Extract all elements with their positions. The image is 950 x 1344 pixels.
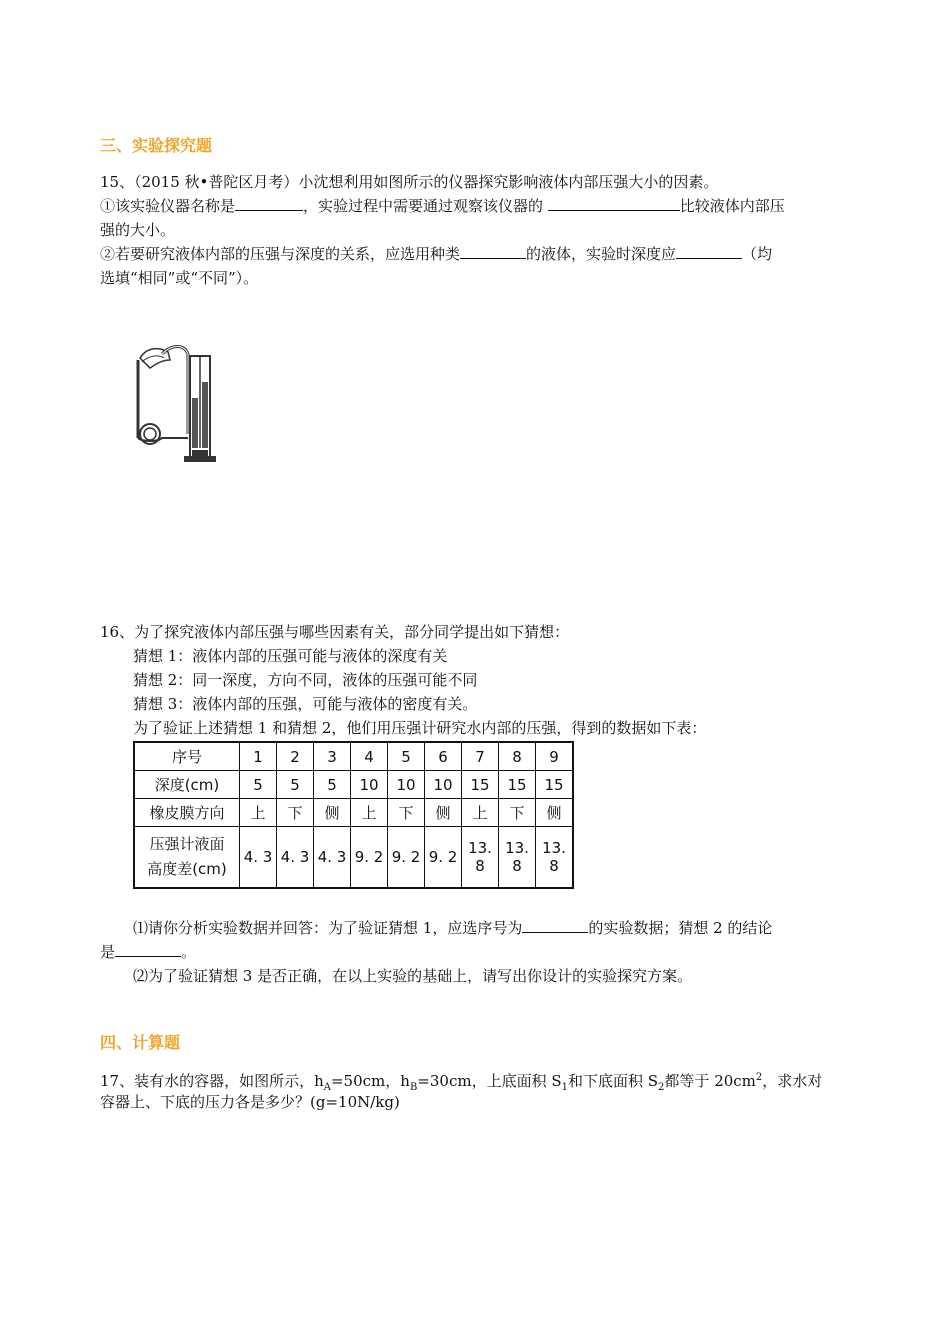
cell: 2 [277,742,314,771]
cell: 侧 [536,799,574,827]
cell: 6 [425,742,462,771]
q15-line1: 15、（2015 秋•普陀区月考）小沈想利用如图所示的仪器探究影响液体内部压强大小的因素。 [100,173,719,191]
cell: 上 [351,799,388,827]
cell: 下 [277,799,314,827]
header-height-diff: 压强计液面 高度差(cm) [134,827,240,889]
q16-guess2: 猜想 2：同一深度，方向不同，液体的压强可能不同 [133,671,478,689]
q15-line4: ②若要研究液体内部的压强与深度的关系，应选用种类 的液体，实验时深度应 （均 [100,242,772,266]
table-row [134,799,573,827]
cell: 9. 2 [425,827,462,889]
q16-verify: 为了验证上述猜想 1 和猜想 2，他们用压强计研究水内部的压强，得到的数据如下表： [133,719,707,737]
q16-guess3: 猜想 3：液体内部的压强，可能与液体的密度有关。 [133,695,478,713]
cell: 5 [388,742,425,771]
answer-blank [115,940,181,957]
cell: 10 [425,771,462,799]
cell: 9. 2 [388,827,425,889]
cell: 10 [388,771,425,799]
q16-part1-cont: 是 。 [100,940,196,964]
cell: 下 [499,799,536,827]
cell: 15 [499,771,536,799]
cell: 13. 8 [462,827,499,889]
cell: 10 [351,771,388,799]
cell: 4. 3 [240,827,277,889]
q16-intro: 16、为了探究液体内部压强与哪些因素有关，部分同学提出如下猜想： [100,623,570,641]
cell: 5 [240,771,277,799]
header-seq: 序号 [134,742,240,771]
cell: 13. 8 [536,827,574,889]
q17-line2: 容器上、下底的压力各是多少？(g=10N/kg) [100,1093,400,1111]
q17-line1: 17、装有水的容器，如图所示，$h_A=50cm$，$h_B=30cm$，上底面积 $S_1$和下底面积 $S_2$都等于 $20cm^2$，求水对 [100,1072,823,1093]
cell: 7 [462,742,499,771]
q16-part1: ⑴请你分析实验数据并回答：为了验证猜想 1，应选序号为 的实验数据；猜想 2 的结论 [133,916,772,940]
cell: 13. 8 [499,827,536,889]
cell: 9 [536,742,574,771]
cell: 4 [351,742,388,771]
q15-line5: 选填“相同”或“不同”）。 [100,269,259,287]
cell: 5 [277,771,314,799]
section-title-experiment: 三、实验探究题 [100,136,213,155]
cell: 15 [536,771,574,799]
answer-blank [548,194,680,211]
answer-blank [235,194,303,211]
q15-line2: ①该实验仪器名称是 ，实验过程中需要通过观察该仪器的 比较液体内部压 [100,194,785,218]
header-depth: 深度(cm) [134,771,240,799]
cell: 4. 3 [314,827,351,889]
cell: 侧 [425,799,462,827]
cell: 5 [314,771,351,799]
q16-guess1: 猜想 1：液体内部的压强可能与液体的深度有关 [133,647,448,665]
cell: 4. 3 [277,827,314,889]
cell: 1 [240,742,277,771]
answer-blank [460,242,526,259]
header-direction: 橡皮膜方向 [134,799,240,827]
cell: 上 [240,799,277,827]
data-table [133,741,574,889]
q16-part2: ⑵为了验证猜想 3 是否正确，在以上实验的基础上，请写出你设计的实验探究方案。 [133,967,693,985]
section-title-calculation: 四、计算题 [100,1033,181,1052]
cell: 侧 [314,799,351,827]
answer-blank [522,916,588,933]
q15-line3: 强的大小。 [100,221,176,239]
cell: 9. 2 [351,827,388,889]
cell: 15 [462,771,499,799]
table-row [134,771,573,799]
answer-blank [676,242,742,259]
table-row [134,742,573,771]
cell: 3 [314,742,351,771]
table-row [134,827,573,889]
cell: 8 [499,742,536,771]
pressure-gauge-figure [128,338,224,468]
cell: 下 [388,799,425,827]
cell: 上 [462,799,499,827]
